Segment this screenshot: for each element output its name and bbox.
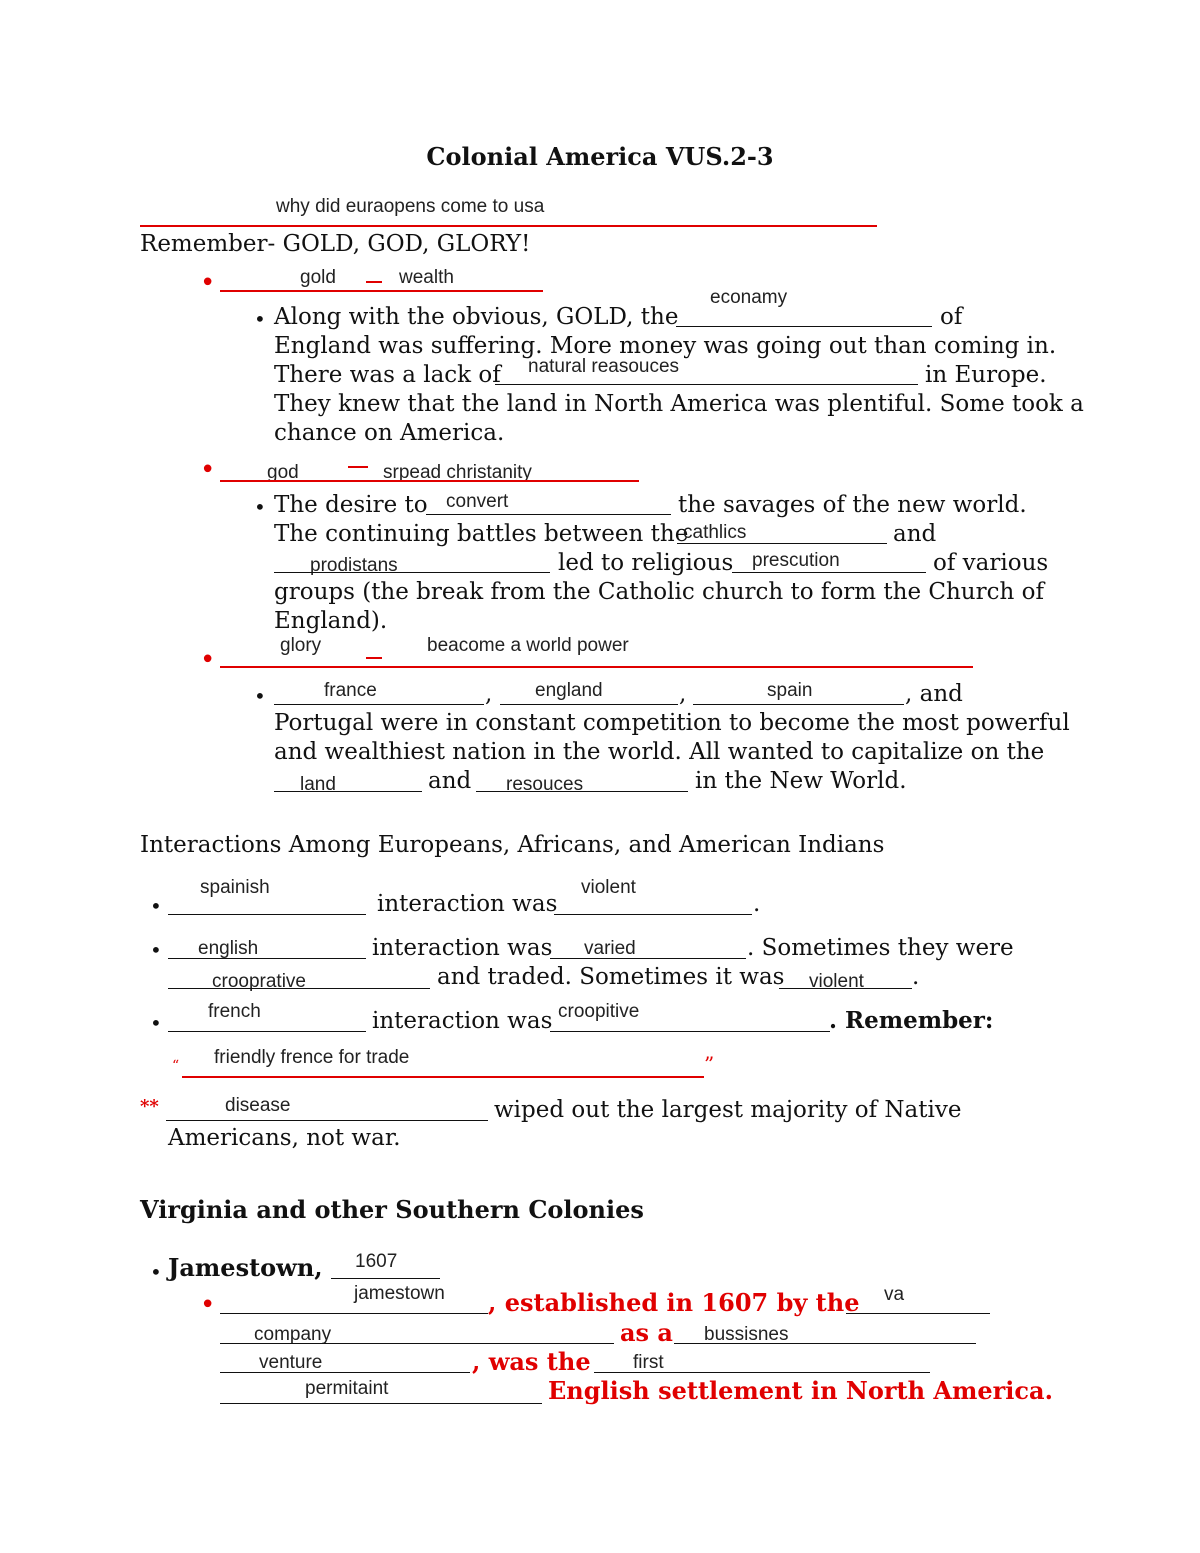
answer-spain: spain — [767, 680, 813, 701]
bullet: • — [254, 495, 266, 519]
answer-line — [732, 572, 926, 573]
answer-company: company — [254, 1324, 332, 1345]
answer-line — [331, 1278, 440, 1279]
para-text: in Europe. — [925, 362, 1047, 388]
bullet: • — [150, 894, 162, 918]
para-text: The desire to — [274, 492, 428, 518]
para-text: . — [753, 891, 761, 917]
answer-god: god — [267, 462, 299, 483]
bullet: • — [150, 1011, 162, 1035]
answer-cooperative: crooprative — [212, 971, 306, 992]
para-text: in the New World. — [695, 768, 907, 794]
answer-english: english — [198, 938, 259, 959]
answer-permanent: permitaint — [305, 1378, 389, 1399]
para-text: There was a lack of — [274, 362, 501, 388]
answer-gold: gold — [300, 267, 336, 288]
para-text: Portugal were in constant competition to become the most powerful — [274, 710, 1070, 736]
answer-cooperative2: croopitive — [558, 1001, 640, 1022]
answer-line — [550, 958, 746, 959]
para-text: and wealthiest nation in the world. All wanted to capitalize on the — [274, 739, 1045, 765]
answer-economy: econamy — [710, 287, 788, 308]
answer-line — [220, 1372, 470, 1373]
para-text: , — [485, 681, 493, 707]
prompt-text: , was the — [472, 1347, 591, 1376]
answer-friendly: friendly frence for trade — [214, 1047, 410, 1068]
answer-jamestown: jamestown — [354, 1283, 445, 1304]
answer-line — [426, 514, 671, 515]
answer-line — [476, 791, 688, 792]
para-text: interaction was — [372, 935, 553, 961]
para-text: , and — [905, 681, 963, 707]
answer-violent1: violent — [581, 877, 636, 898]
bullet: • — [254, 684, 266, 708]
bullet: • — [254, 307, 266, 331]
quote-open: “ — [172, 1058, 180, 1074]
answer-wealth: wealth — [399, 267, 454, 288]
para-text: the savages of the new world. — [678, 492, 1027, 518]
answer-line — [554, 914, 752, 915]
bullet: • — [200, 1290, 216, 1320]
para-text: groups (the break from the Catholic church to form the Church of — [274, 579, 1044, 605]
answer-persecution: prescution — [752, 550, 840, 571]
answer-line — [220, 480, 639, 482]
answer-catholics: cathlics — [683, 522, 747, 543]
answer-land: land — [300, 774, 336, 795]
answer-protestants: prodistans — [310, 555, 398, 576]
answer-line — [140, 225, 877, 227]
para-text: England was suffering. More money was going out than coming in. — [274, 333, 1057, 359]
answer-line — [220, 666, 973, 668]
answer-spread: srpead christanity — [383, 462, 532, 483]
stars: ** — [140, 1096, 159, 1117]
para-text: They knew that the land in North America was plentiful. Some took a — [274, 391, 1084, 417]
para-text: Along with the obvious, GOLD, the — [274, 304, 679, 330]
answer-violent2: violent — [809, 971, 864, 992]
answer-line — [846, 1313, 990, 1314]
answer-first: first — [633, 1352, 664, 1373]
para-text: . Sometimes they were — [747, 935, 1014, 961]
bullet: • — [200, 455, 216, 485]
para-text: interaction was — [372, 1008, 553, 1034]
answer-line — [274, 791, 422, 792]
para-text: England). — [274, 608, 388, 634]
para-text: led to religious — [558, 550, 734, 576]
answer-line — [274, 704, 484, 705]
answer-world-power: beacome a world power — [427, 635, 629, 656]
answer-line — [182, 1076, 704, 1078]
answer-line — [693, 704, 904, 705]
para-text: and — [428, 768, 472, 794]
bullet: • — [200, 268, 216, 298]
para-text: and traded. Sometimes it was — [437, 964, 785, 990]
answer-natural: natural reasouces — [528, 356, 680, 377]
section-heading: Interactions Among Europeans, Africans, and American Indians — [140, 832, 885, 858]
page-title: Colonial America VUS.2-3 — [426, 142, 774, 171]
answer-glory: glory — [280, 635, 322, 656]
answer-varied: varied — [584, 938, 636, 959]
answer-line — [220, 290, 543, 292]
answer-spanish: spainish — [200, 877, 270, 898]
answer-line — [500, 704, 678, 705]
bullet: • — [150, 938, 162, 962]
remember-text: Remember- GOLD, GOD, GLORY! — [140, 231, 531, 257]
dash — [366, 657, 382, 659]
answer-french: french — [208, 1001, 261, 1022]
answer-line — [168, 988, 430, 989]
answer-line — [274, 572, 550, 573]
prompt-text: English settlement in North America. — [548, 1376, 1053, 1405]
quote-close: ” — [704, 1052, 715, 1076]
answer-va: va — [884, 1284, 905, 1305]
para-text: . — [912, 964, 920, 990]
answer-venture: venture — [259, 1352, 323, 1373]
answer-line — [220, 1403, 542, 1404]
remember-label: . Remember: — [829, 1007, 994, 1034]
answer-disease: disease — [225, 1095, 291, 1116]
answer-line — [168, 1031, 366, 1032]
answer-why: why did euraopens come to usa — [276, 196, 545, 217]
answer-line — [495, 384, 918, 385]
answer-line — [220, 1343, 614, 1344]
answer-line — [168, 914, 366, 915]
answer-line — [168, 958, 366, 959]
para-text: Americans, not war. — [168, 1125, 401, 1151]
prompt-text: as a — [620, 1318, 673, 1347]
answer-year: 1607 — [355, 1251, 398, 1272]
para-text: chance on America. — [274, 420, 505, 446]
para-text: interaction was — [377, 891, 558, 917]
answer-line — [166, 1120, 488, 1121]
bullet: • — [200, 645, 216, 675]
answer-line — [550, 1031, 830, 1032]
answer-line — [220, 1313, 488, 1314]
dash — [366, 281, 382, 283]
para-text: of — [940, 304, 963, 330]
bullet: • — [150, 1260, 162, 1284]
para-text: , — [679, 681, 687, 707]
answer-line — [674, 1343, 976, 1344]
para-text: and — [893, 521, 937, 547]
prompt-text: , established in 1607 by the — [488, 1288, 860, 1317]
answer-resources: resouces — [506, 774, 584, 795]
answer-line — [677, 543, 887, 544]
jamestown-label: Jamestown, — [168, 1253, 323, 1282]
answer-line — [676, 326, 932, 327]
answer-business: bussisnes — [704, 1324, 789, 1345]
para-text: The continuing battles between the — [274, 521, 689, 547]
answer-england: england — [535, 680, 603, 701]
answer-line — [594, 1372, 930, 1373]
answer-convert: convert — [446, 491, 509, 512]
section-heading: Virginia and other Southern Colonies — [140, 1195, 644, 1224]
answer-france: france — [324, 680, 377, 701]
para-text: of various — [933, 550, 1049, 576]
para-text: wiped out the largest majority of Native — [494, 1097, 962, 1123]
answer-line — [779, 988, 912, 989]
dash — [348, 466, 368, 468]
